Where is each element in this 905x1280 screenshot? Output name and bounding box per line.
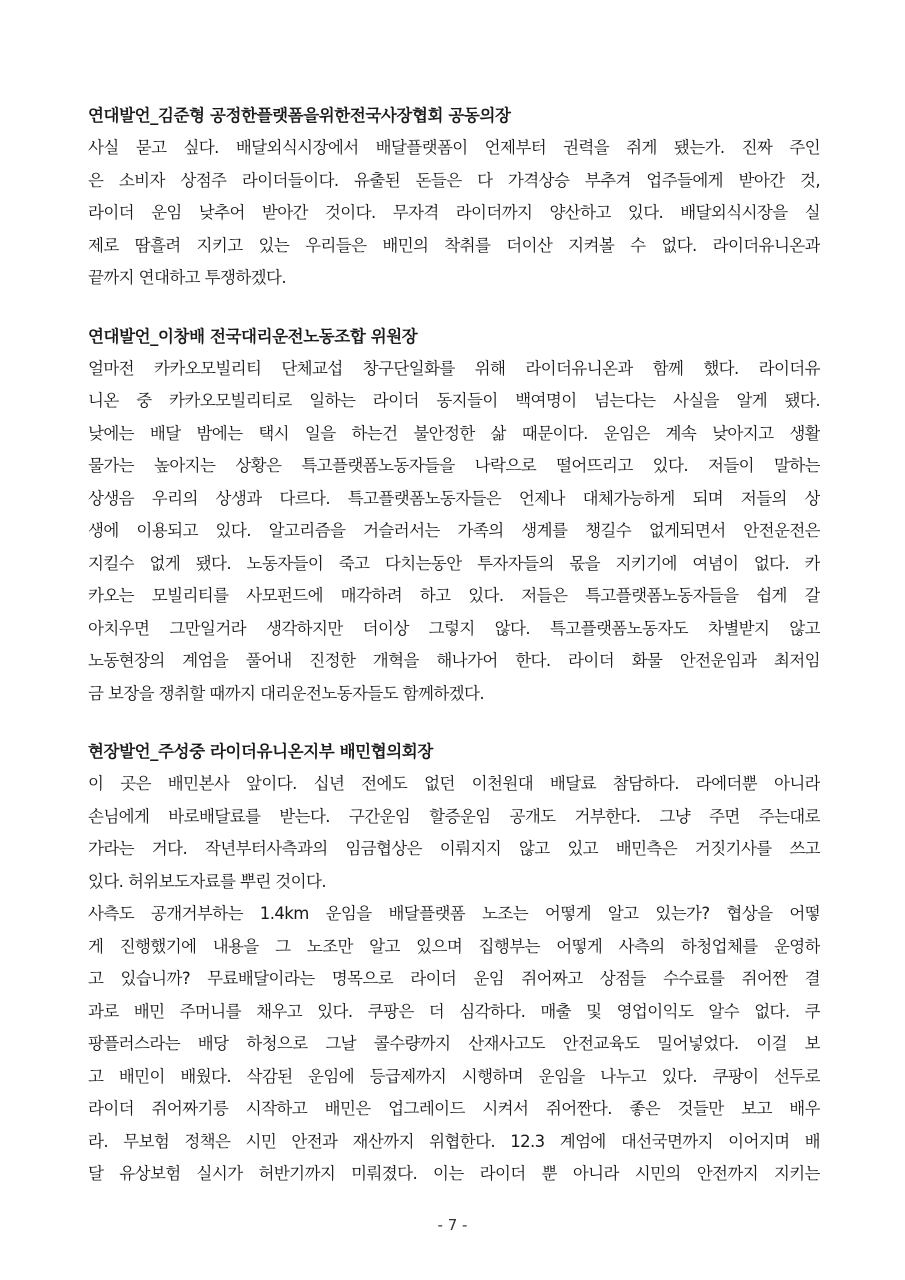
paragraph [88, 353, 820, 711]
text-line: 아치우면 그만일거라 생각하지만 더이상 그렇지 않다. 특고플랫폼노동자도 차별받지 않고 [88, 618, 820, 638]
speech-section [88, 321, 820, 711]
text-line: 가라는 거다. 작년부터사측과의 임금협상은 이뤄지지 않고 있고 배민측은 거짓기사를 쓰고 [88, 839, 820, 858]
text-line: 팡플러스라는 배당 하청으로 그날 콜수량까지 산재사고도 안전교육도 밀어넣었다. 이걸 보 [88, 1034, 820, 1053]
text-line: 끝까지 연대하고 투쟁하겠다. [88, 268, 287, 287]
text-line: 고 배민이 배웠다. 삭감된 운임에 등급제까지 시행하며 운임을 나누고 있다. 쿠팡이 선두로 [88, 1066, 820, 1086]
text-line: 사실 묻고 싶다. 배달외식시장에서 배달플랫폼이 언제부터 권력을 쥐게 됐는가. 진짜 주인 [88, 138, 820, 157]
text-line: 은 소비자 상점주 라이더들이다. 유출된 돈들은 다 가격상승 부추겨 업주들에게 받아간 것, [88, 170, 820, 190]
text-line: 낮에는 배달 밤에는 택시 일을 하는건 불안정한 삶 때문이다. 운임은 계속 낮아지고 생활 [88, 423, 820, 443]
text-line: 사측도 공개거부하는 1.4km 운임을 배달플랫폼 노조는 어떻게 알고 있는가? 협상을 어떻 [88, 904, 820, 923]
text-line: 금 보장을 쟁취할 때까지 대리운전노동자들도 함께하겠다. [88, 683, 485, 703]
text-line: 라. 무보험 정책은 시민 안전과 재산까지 위협한다. 12.3 계엄에 대선국면까지 이어지며 배 [88, 1131, 820, 1151]
section-heading: 연대발언_이창배 전국대리운전노동조합 위원장 [88, 326, 418, 346]
section-heading: 현장발언_주성중 라이더유니온지부 배민협의회장 [88, 742, 433, 761]
text-line: 이 곳은 배민본사 앞이다. 십년 전에도 없던 이천원대 배달료 참담하다. 라에더뿐 아니라 [88, 774, 820, 793]
text-line: 손님에게 바로배달료를 받는다. 구간운임 할증운임 공개도 거부한다. 그냥 주면 주는대로 [88, 806, 820, 826]
text-line: 카오는 모빌리티를 사모펀드에 매각하려 하고 있다. 저들은 특고플랫폼노동자들을 쉽게 갈 [88, 586, 820, 605]
text-line: 게 진행했기에 내용을 그 노조만 알고 있으며 집행부는 어떻게 사측의 하청업체를 운영하 [88, 936, 820, 956]
page-number: - 7 - [437, 1216, 468, 1234]
text-line: 물가는 높아지는 상황은 특고플랫폼노동자들을 나락으로 떨어뜨리고 있다. 저들이 말하는 [88, 456, 820, 475]
text-line: 과로 배민 주머니를 채우고 있다. 쿠팡은 더 심각하다. 매출 및 영업이익도 알수 없다. 쿠 [88, 1001, 820, 1021]
text-line: 노동현장의 계엄을 풀어내 진정한 개혁을 해나가어 한다. 라이더 화물 안전운임과 최저임 [88, 651, 820, 670]
text-line: 니온 중 카카오모빌리티로 일하는 라이더 동지들이 백여명이 넘는다는 사실을 알게 됐다. [88, 391, 820, 410]
text-line: 있다. 허위보도자료를 뿌린 것이다. [88, 871, 326, 891]
text-line: 얼마전 카카오모빌리티 단체교섭 창구단일화를 위해 라이더유니온과 함께 했다. 라이더유 [88, 358, 820, 378]
text-line: 라이더 운임 낮추어 받아간 것이다. 무자격 라이더까지 양산하고 있다. 배달외식시장을 실 [88, 203, 820, 222]
text-line: 상생음 우리의 상생과 다르다. 특고플랫폼노동자들은 언제나 대체가능하게 되며 저들의 상 [88, 488, 820, 508]
speech-section [88, 100, 820, 295]
document-body [88, 100, 820, 1217]
text-line: 고 있습니까? 무료배달이라는 명목으로 라이더 운임 쥐어짜고 상점들 수수료를 쥐어짠 결 [88, 969, 820, 988]
text-line: 라이더 쥐어짜기릉 시작하고 배민은 업그레이드 시켜서 쥐어짠다. 좋은 것들만 보고 배우 [88, 1099, 820, 1118]
text-line: 지킬수 없게 됐다. 노동자들이 죽고 다치는동안 투자자들의 몫을 지키기에 여념이 없다. 카 [88, 553, 820, 573]
text-line: 생에 이용되고 있다. 알고리즘을 거슬러서는 가족의 생계를 챙길수 없게되면서 안전운전은 [88, 521, 820, 540]
paragraph [88, 132, 820, 295]
text-line: 제로 땀흘려 지키고 있는 우리들은 배민의 착취를 더이산 지켜볼 수 없다. 라이더유니온과 [88, 235, 820, 255]
text-line: 달 유상보험 실시가 허반기까지 미뤄졌다. 이는 라이더 뿐 아니라 시민의 안전까지 지키는 [88, 1164, 820, 1183]
paragraph [88, 898, 820, 1191]
paragraph [88, 768, 820, 898]
speech-section [88, 736, 820, 1191]
section-heading: 연대발언_김준형 공정한플랫폼을위한전국사장협회 공동의장 [88, 106, 511, 125]
